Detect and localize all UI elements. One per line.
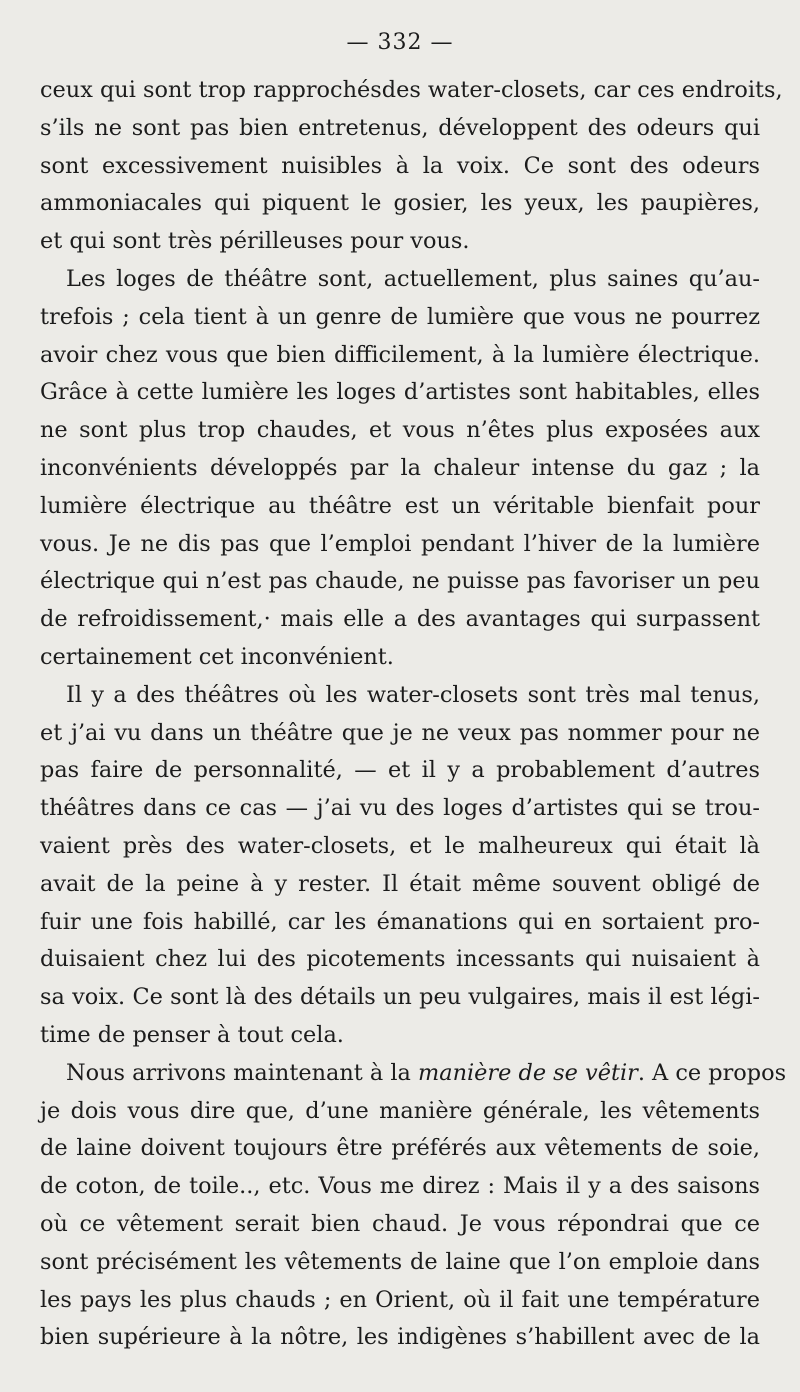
text-line-content: duisaient chez lui des picotements incessants qui nuisaient à [40,946,760,973]
text-line [40,450,760,488]
text-line-content: et qui sont très périlleuses pour vous. [40,228,470,255]
text-line [40,1093,760,1131]
page-number: — 332 — [346,30,454,55]
text-line [40,1282,760,1320]
text-line-content: pas faire de personnalité, — et il y a probablement d’autres [40,757,760,784]
text-line-content: vous. Je ne dis pas que l’emploi pendant l’hiver de la lumière [40,530,760,557]
text-line [40,1206,760,1244]
text-line [40,337,760,375]
text-line-content: bien supérieure à la nôtre, les indigènes s’habillent avec de la [40,1324,760,1351]
text-line-content: ne sont plus trop chaudes, et vous n’êtes plus exposées aux [40,417,760,444]
text-line [40,1130,760,1168]
text-line-content: ceux qui sont trop rapprochésdes water-closets, car ces endroits, [40,77,783,103]
text-line-content: électrique qui n’est pas chaude, ne puisse pas favoriser un peu [40,568,760,595]
text-line-content: ammoniacales qui piquent le gosier, les yeux, les paupières, [40,190,760,217]
text-line-content: avait de la peine à y rester. Il était même souvent obligé de [40,870,760,897]
text-line [40,1168,760,1206]
text-line [40,677,760,715]
text-line-content: de laine doivent toujours être préférés aux vêtements de soie, [40,1135,760,1162]
text-line-content: théâtres dans ce cas — j’ai vu des loges d’artistes qui se trou- [40,795,760,822]
text-line-content: trefois ; cela tient à un genre de lumière que vous ne pourrez [40,303,760,330]
body-text [40,72,787,1357]
text-line-content: sont précisément les vêtements de laine que l’on emploie dans [40,1248,760,1275]
text-line [40,1319,760,1357]
text-line-content: Les loges de théâtre sont, actuellement, plus saines qu’au- [66,265,760,292]
text-line [40,1017,760,1055]
text-line-content: lumière électrique au théâtre est un véritable bienfait pour [40,492,760,519]
text-line [40,261,760,299]
text-line [40,601,760,639]
text-line [40,223,760,261]
text-line [40,715,760,753]
text-line-content: et j’ai vu dans un théâtre que je ne veux pas nommer pour ne [40,719,760,746]
text-line [40,110,760,148]
text-line-content: fuir une fois habillé, car les émanations qui en sortaient pro- [40,908,760,935]
text-line [40,752,760,790]
text-line-content: sont excessivement nuisibles à la voix. Ce sont des odeurs [40,152,760,179]
text-line-content: sa voix. Ce sont là des détails un peu vulgaires, mais il est légi- [40,984,760,1011]
text-line [40,639,760,677]
text-line-content: Il y a des théâtres où les water-closets sont très mal tenus, [66,681,760,708]
text-line-content: vaient près des water-closets, et le malheureux qui était là [40,832,760,859]
text-line [40,866,760,904]
text-line [40,374,760,412]
text-line-content: les pays les plus chauds ; en Orient, où il fait une température [40,1286,760,1313]
text-line [40,563,760,601]
text-line [40,1244,760,1282]
text-line [40,412,760,450]
text-line [40,979,760,1017]
text-line [40,488,760,526]
text-line-content: s’ils ne sont pas bien entretenus, développent des odeurs qui [40,114,760,141]
text-line-content: Grâce à cette lumière les loges d’artistes sont habitables, elles [40,379,760,406]
text-line-content: je dois vous dire que, d’une manière générale, les vêtements [40,1097,760,1124]
text-line [40,299,760,337]
italic-phrase: manière de se vêtir [418,1059,638,1086]
text-line-content: de coton, de toile.., etc. Vous me direz : Mais il y a des saisons [40,1173,760,1200]
text-line-content: où ce vêtement serait bien chaud. Je vous répondrai que ce [40,1210,760,1237]
text-line [40,790,760,828]
text-line-content: inconvénients développés par la chaleur intense du gaz ; la [40,454,760,481]
text-line-content: certainement cet inconvénient. [40,643,394,670]
text-line [40,904,760,942]
text-line-content: de refroidissement,· mais elle a des avantages qui surpassent [40,606,760,633]
text-line-content: avoir chez vous que bien difficilement, à la lumière électrique. [40,341,760,368]
text-line [40,185,760,223]
text-line [40,1055,787,1093]
text-line [40,828,760,866]
text-line [40,526,760,564]
text-line [40,148,760,186]
text-line-content: time de penser à tout cela. [40,1021,344,1048]
text-line-content: Nous arrivons maintenant à la [66,1059,418,1086]
text-line [40,72,783,110]
text-line [40,941,760,979]
text-line-content: . A ce propos [637,1059,787,1086]
